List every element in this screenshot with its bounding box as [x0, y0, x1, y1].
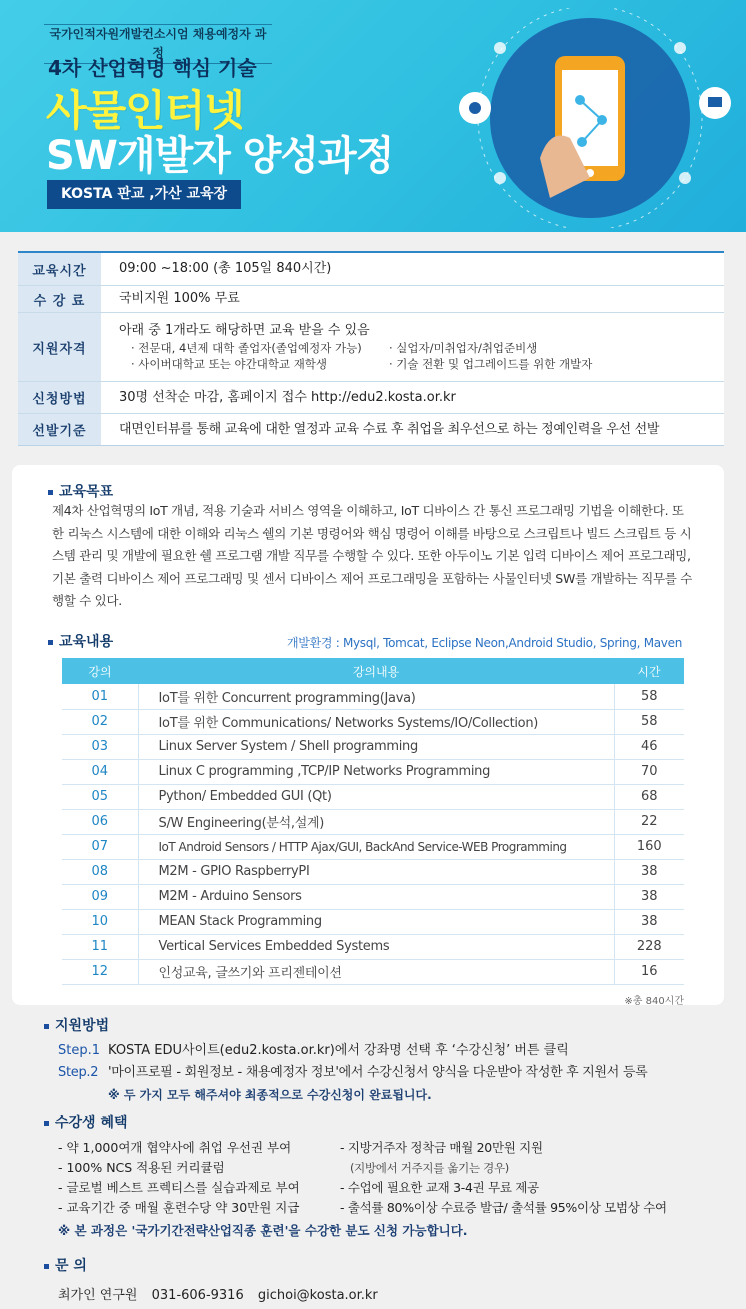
table-row	[62, 884, 684, 909]
benefit-item: - 약 1,000여개 협약사에 취업 우선권 부여	[58, 1140, 292, 1155]
banner-subtitle: 4차 산업혁명 핵심 기술	[48, 56, 257, 80]
benefits-right	[340, 1138, 698, 1218]
info-row-selection	[18, 414, 724, 445]
lecture-hours: 58	[614, 709, 684, 734]
lecture-no: 08	[62, 859, 138, 884]
section-heading-benefits: 수강생 혜택	[44, 1112, 128, 1132]
table-row	[62, 859, 684, 884]
goal-text: 제4차 산업혁명의 IoT 개념, 적용 기술과 서비스 영역을 이해하고, IoT 디바이스 간 통신 프로그래밍 기법을 이해한다. 또한 리눅스 시스템에 대한 이해와 리눅스 쉘의 기본 명령어와 핵심 명령어 이해를 바탕으로 스크립트나 빌드 스크립트 등 시스템 관리 및 개발에 필요한 쉘 프로그램 개발 직무를 수행할 수 있다. 또한 아두이노 기본 입력 디바이스 제어 프로그래밍, 기본 출력 디바이스 제어 프로그래밍 및 센서 디바이스 제어 프로그래밍을 포함하는 사물인터넷 SW를 개발하는 직무를 수행할 수 있다.	[52, 503, 692, 608]
lecture-content: IoT Android Sensors / HTTP Ajax/GUI, BackAnd Service-WEB Programming	[138, 834, 614, 859]
info-row-apply	[18, 382, 724, 414]
info-value	[101, 313, 649, 381]
lecture-no: 07	[62, 834, 138, 859]
location-badge: KOSTA 판교 ,가산 교육장	[47, 180, 241, 209]
table-row	[62, 959, 684, 984]
info-value: 30명 선착순 마감, 홈페이지 접수 http://edu2.kosta.or.kr	[119, 389, 456, 405]
info-value: 09:00 ~18:00 (총 105일 840시간)	[119, 261, 332, 276]
banner-title-main: 사물인터넷	[46, 86, 244, 135]
lecture-no: 04	[62, 759, 138, 784]
section-heading-goal: 교육목표	[48, 481, 113, 501]
lecture-content: Vertical Services Embedded Systems	[138, 934, 614, 959]
lecture-hours: 38	[614, 909, 684, 934]
info-label: 선발기준	[18, 414, 101, 445]
info-row-fee	[18, 286, 724, 313]
section-heading-curriculum: 교육내용	[48, 631, 113, 651]
step-text: KOSTA EDU사이트(edu2.kosta.or.kr)에서 강좌명 선택 후 ‘수강신청’ 버튼 클릭	[108, 1043, 569, 1058]
contact-name: 최가인 연구원	[58, 1288, 138, 1303]
lecture-no: 03	[62, 734, 138, 759]
lecture-hours: 38	[614, 884, 684, 909]
lecture-content: M2M - Arduino Sensors	[138, 884, 614, 909]
benefit-item: - 출석률 80%이상 수료증 발급/ 출석률 95%이상 모범상 수여	[340, 1200, 667, 1215]
lecture-content: M2M - GPIO RaspberryPI	[138, 859, 614, 884]
lecture-no: 09	[62, 884, 138, 909]
lecture-hours: 58	[614, 684, 684, 709]
dev-environment: 개발환경 : Mysql, Tomcat, Eclipse Neon,Android Studio, Spring, Maven	[287, 636, 682, 650]
lecture-no: 10	[62, 909, 138, 934]
table-row	[62, 909, 684, 934]
apply-step-1	[58, 1040, 647, 1062]
col-header-content: 강의내용	[138, 658, 614, 684]
col-header-no: 강의	[62, 658, 138, 684]
info-value: 대면인터뷰를 통해 교육에 대한 열정과 교육 수료 후 취업을 최우선으로 하는 정예인력을 우선 선발	[119, 421, 660, 437]
curriculum-table	[62, 658, 684, 985]
info-row-time	[18, 253, 724, 286]
total-hours-note: ※총 840시간	[624, 996, 684, 1007]
info-value: 국비지원 100% 무료	[119, 291, 240, 306]
benefits-left	[58, 1138, 340, 1218]
step-label: Step.1	[58, 1043, 101, 1058]
qualification-list	[119, 340, 639, 372]
section-heading-apply: 지원방법	[44, 1015, 109, 1035]
lecture-hours: 228	[614, 934, 684, 959]
contact-info	[58, 1284, 388, 1303]
lecture-content: 인성교육, 글쓰기와 프리젠테이션	[138, 959, 614, 984]
lecture-content: S/W Engineering(분석,설계)	[138, 809, 614, 834]
benefit-item: - 수업에 필요한 교재 3-4권 무료 제공	[340, 1180, 539, 1195]
table-row	[62, 759, 684, 784]
lecture-no: 11	[62, 934, 138, 959]
benefits-list	[58, 1138, 698, 1218]
table-row	[62, 834, 684, 859]
step-label: Step.2	[58, 1065, 99, 1080]
lecture-hours: 22	[614, 809, 684, 834]
info-label: 신청방법	[18, 382, 101, 413]
table-header-row	[62, 658, 684, 684]
contact-email[interactable]: gichoi@kosta.or.kr	[257, 1288, 378, 1303]
benefit-item: - 교육기간 중 매월 훈련수당 약 30만원 지급	[58, 1200, 300, 1215]
qualification-intro: 아래 중 1개라도 해당하면 교육 받을 수 있음	[119, 323, 370, 338]
benefit-item: - 글로벌 베스트 프렉티스를 실습과제로 부여	[58, 1180, 300, 1195]
contact-phone: 031-606-9316	[151, 1288, 244, 1303]
qualification-item: · 실업자/미취업자/취업준비생	[389, 341, 538, 355]
banner-title-secondary: SW개발자 양성과정	[46, 133, 394, 179]
lecture-hours: 16	[614, 959, 684, 984]
lecture-content: IoT를 위한 Communications/ Networks Systems/IO/Collection)	[138, 709, 614, 734]
qualification-item: · 기술 전환 및 업그레이드를 위한 개발자	[389, 357, 593, 371]
benefit-subnote: (지방에서 거주지를 옮기는 경우)	[350, 1161, 509, 1175]
lecture-no: 02	[62, 709, 138, 734]
table-row	[62, 934, 684, 959]
lecture-no: 12	[62, 959, 138, 984]
lecture-hours: 38	[614, 859, 684, 884]
step-text: '마이프로필 - 회원정보 - 채용예정자 정보'에서 수강신청서 양식을 다운받아 작성한 후 지원서 등록	[108, 1065, 648, 1080]
lecture-content: IoT를 위한 Concurrent programming(Java)	[138, 684, 614, 709]
table-row	[62, 709, 684, 734]
info-label: 수 강 료	[18, 286, 101, 312]
lecture-hours: 160	[614, 834, 684, 859]
lecture-hours: 46	[614, 734, 684, 759]
lecture-no: 06	[62, 809, 138, 834]
apply-steps	[58, 1040, 647, 1106]
table-row	[62, 734, 684, 759]
qualification-item: · 전문대, 4년제 대학 졸업자(졸업예정자 가능)	[131, 341, 362, 355]
hero-banner	[0, 0, 746, 232]
benefit-item: - 100% NCS 적용된 커리큘럼	[58, 1160, 225, 1175]
qualification-item: · 사이버대학교 또는 야간대학교 재학생	[131, 357, 328, 371]
lecture-no: 01	[62, 684, 138, 709]
table-row	[62, 684, 684, 709]
apply-step-2	[58, 1062, 647, 1084]
lecture-content: Linux Server System / Shell programming	[138, 734, 614, 759]
benefit-item: - 지방거주자 정착금 매월 20만원 지원	[340, 1140, 543, 1155]
apply-note: ※ 두 가지 모두 해주셔야 최종적으로 수강신청이 완료됩니다.	[108, 1088, 432, 1102]
lecture-content: Python/ Embedded GUI (Qt)	[138, 784, 614, 809]
lecture-hours: 68	[614, 784, 684, 809]
lecture-content: Linux C programming ,TCP/IP Networks Programming	[138, 759, 614, 784]
banner-tag: 국가인적자원개발컨소시엄 채용예정자 과정	[44, 24, 272, 64]
section-heading-contact: 문 의	[44, 1255, 87, 1275]
col-header-hours: 시간	[614, 658, 684, 684]
benefit-notice: ※ 본 과정은 '국가기간전략산업직종 훈련'을 수강한 분도 신청 가능합니다.	[58, 1223, 468, 1238]
lecture-content: MEAN Stack Programming	[138, 909, 614, 934]
course-info-table	[18, 251, 724, 446]
info-row-qualification	[18, 313, 724, 382]
info-label: 지원자격	[18, 313, 101, 381]
info-label: 교육시간	[18, 253, 101, 285]
table-row	[62, 784, 684, 809]
lecture-hours: 70	[614, 759, 684, 784]
iot-smartphone-illustration	[440, 8, 740, 228]
lecture-no: 05	[62, 784, 138, 809]
table-row	[62, 809, 684, 834]
